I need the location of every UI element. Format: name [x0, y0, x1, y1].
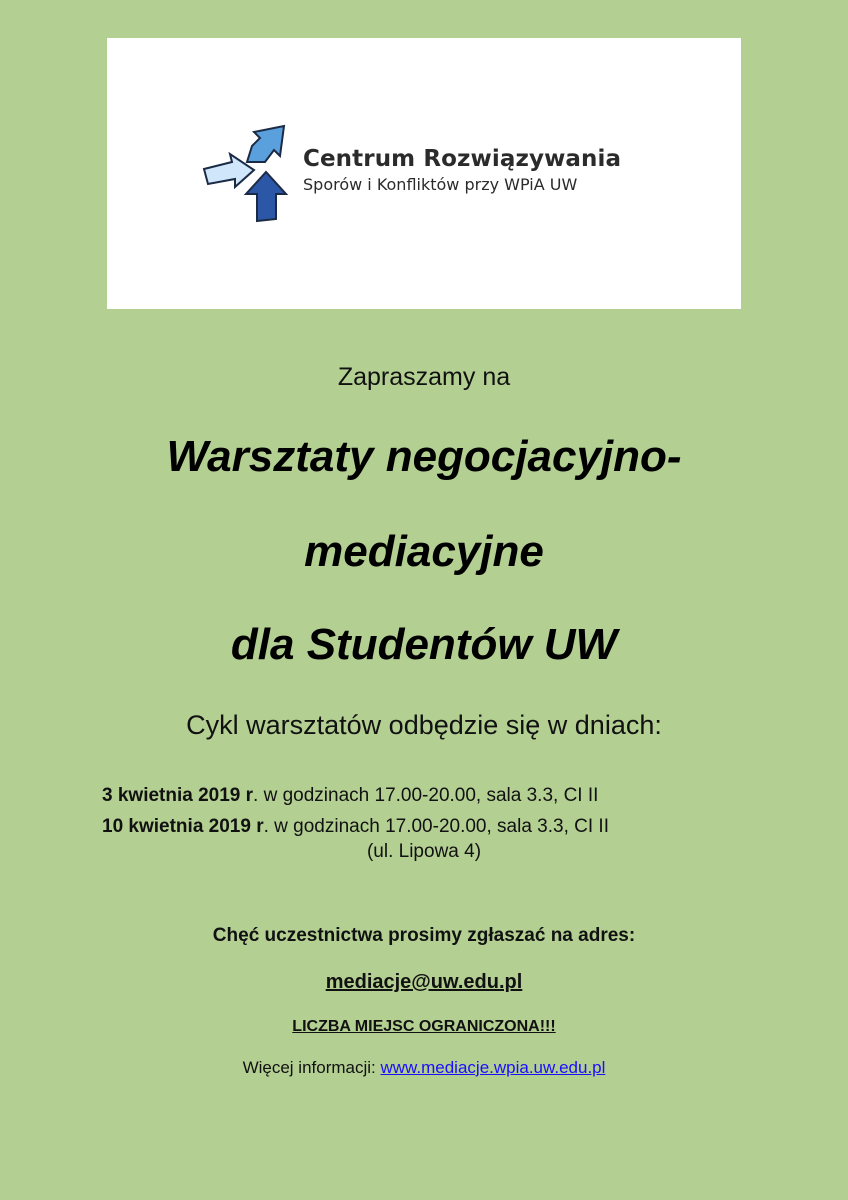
address-text: [0, 841, 848, 863]
website-link[interactable]: www.mediacje.wpia.uw.edu.pl: [380, 1058, 606, 1077]
session-item: [102, 811, 609, 842]
signup-instruction: Chęć uczestnictwa prosimy zgłaszać na adres:: [212, 925, 636, 946]
session-item: [102, 780, 609, 811]
more-info-label: Więcej informacji:: [242, 1058, 381, 1077]
session-date: 10 kwietnia 2019 r: [102, 816, 264, 837]
logo-banner: [107, 38, 741, 309]
title-line-3: dla Studentów UW: [230, 620, 618, 669]
email-link[interactable]: mediacje@uw.edu.pl: [325, 971, 523, 993]
arrows-logo-icon: [202, 124, 297, 224]
session-date: 3 kwietnia 2019 r: [102, 785, 254, 806]
dark-arrow-icon: [246, 172, 286, 221]
more-info: [0, 1058, 848, 1078]
logo-title: Centrum Rozwiązywania: [303, 146, 622, 172]
session-details: . w godzinach 17.00-20.00, sala 3.3, CI II: [253, 785, 599, 806]
address-value: (ul. Lipowa 4): [366, 841, 482, 862]
title-line-1: Warsztaty negocjacyjno-: [166, 432, 682, 481]
session-details: . w godzinach 17.00-20.00, sala 3.3, CI II: [263, 816, 609, 837]
title-line-2: mediacyjne: [304, 527, 544, 576]
session-list: [102, 780, 609, 842]
intro-text: Zapraszamy na: [337, 363, 511, 391]
limited-seats-notice: LICZBA MIEJSC OGRANICZONA!!!: [292, 1018, 556, 1035]
light-arrow-icon: [204, 154, 254, 187]
cycle-text: Cykl warsztatów odbędzie się w dniach:: [186, 710, 662, 740]
mid-arrow-icon: [247, 126, 284, 162]
logo-subtitle: Sporów i Konfliktów przy WPiA UW: [303, 175, 578, 194]
